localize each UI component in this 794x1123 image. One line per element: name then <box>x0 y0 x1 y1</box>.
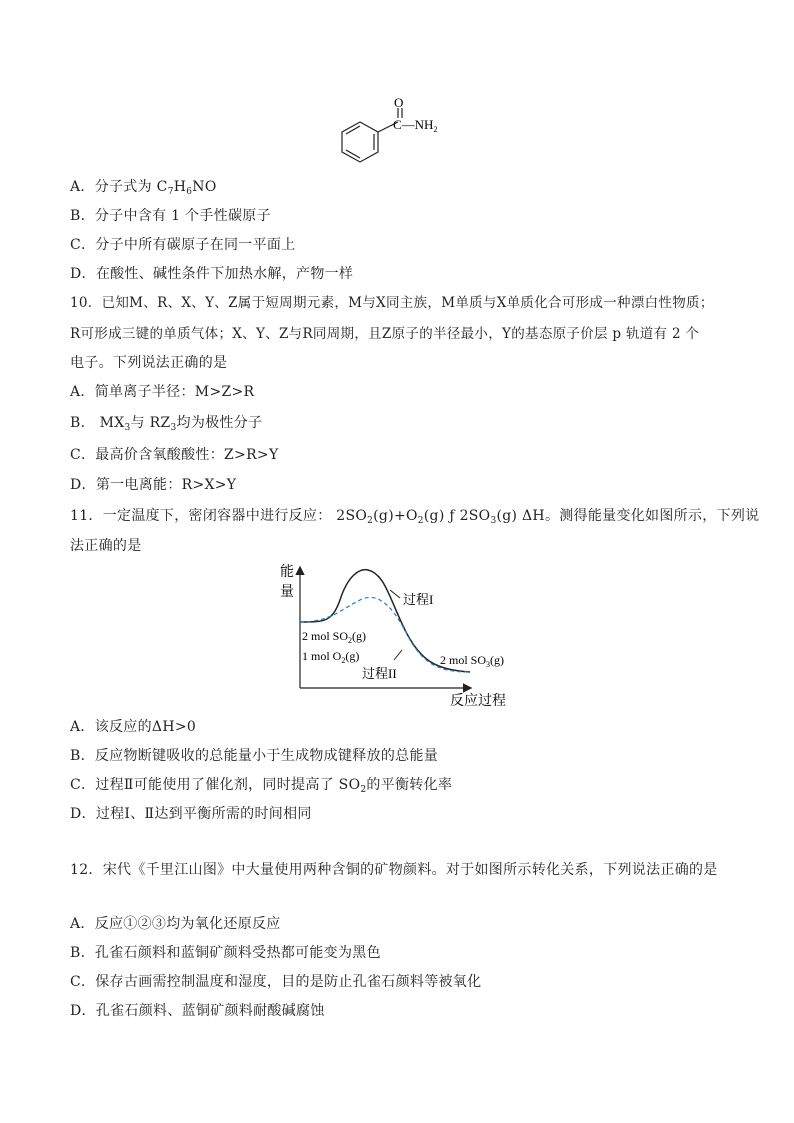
q10-stem-line1: 10．已知M、R、X、Y、Z属于短周期元素，M与X同主族，M单质与X单质化合可形成一种漂白性物质； <box>70 295 714 311</box>
benzamide-structure <box>330 92 470 172</box>
process-2-label: 过程II <box>362 666 397 681</box>
q11-stem-line2: 法正确的是 <box>70 538 142 554</box>
carbonyl-oxygen: O <box>394 95 404 110</box>
q12-option-c: C．保存古画需控制温度和湿度，目的是防止孔雀石颜料等被氧化 <box>70 974 482 990</box>
q9-option-c: C．分子中所有碳原子在同一平面上 <box>70 237 296 253</box>
q9-option-d: D．在酸性、碱性条件下加热水解，产物一样 <box>70 266 354 282</box>
process-2-pointer <box>394 650 402 660</box>
process-1-pointer <box>390 590 400 598</box>
q12-option-d: D．孔雀石颜料、蓝铜矿颜料耐酸碱腐蚀 <box>70 1003 325 1019</box>
product-so3-label: 2 mol $SO_3(g)$ <box>440 653 505 669</box>
q12-option-a: A．反应①②③均为氧化还原反应 <box>70 916 281 932</box>
q10-stem-line3: 电子。下列说法正确的是 <box>70 355 228 371</box>
x-label: 反应过程 <box>450 693 506 709</box>
benzene-ring <box>342 122 378 162</box>
q11-option-b: B．反应物断键吸收的总能量小于生成物成键释放的总能量 <box>70 748 439 764</box>
energy-diagram <box>270 560 530 710</box>
q9-option-a: A．分子式为 $C_7H_6NO$ <box>70 179 217 197</box>
reactant-o2-label: 1 mol $O_2(g)$ <box>302 649 360 665</box>
q10-stem-line2: R可形成三键的单质气体；X、Y、Z与R同周期，且Z原子的半径最小，Y的基态原子价层 p 轨道有 2 个 <box>70 326 700 342</box>
amide-group: $C—NH_2$ <box>393 117 438 134</box>
q11-option-c: C．过程Ⅱ可能使用了催化剂，同时提高了 $SO_2$的平衡转化率 <box>70 777 453 795</box>
q10-option-a: A．简单离子半径：M>Z>R <box>70 384 255 400</box>
q10-option-b: B． $MX_3$与 $RZ_3$均为极性分子 <box>70 415 263 433</box>
q11-option-d: D．过程Ⅰ、Ⅱ达到平衡所需的时间相同 <box>70 806 312 822</box>
q12-option-b: B．孔雀石颜料和蓝铜矿颜料受热都可能变为黑色 <box>70 945 381 961</box>
reactant-so2-label: 2 mol $SO_2(g)$ <box>302 629 367 645</box>
q11-option-a: A．该反应的ΔH>0 <box>70 719 197 735</box>
y-label-line1: 能 <box>280 564 294 580</box>
q12-stem: 12．宋代《千里江山图》中大量使用两种含铜的矿物颜料。对于如图所示转化关系，下列说法正确的是 <box>70 862 718 878</box>
q11-stem-line1: 11．一定温度下，密闭容器中进行反应： $2SO_2(g)+O_2(g)$ ƒ $2SO_3(g)$ ΔH。测得能量变化如图所示，下列说 <box>70 508 760 526</box>
q9-option-b: B．分子中含有 1 个手性碳原子 <box>70 208 271 224</box>
y-label-line2: 量 <box>280 584 294 600</box>
q10-option-d: D．第一电离能：R>X>Y <box>70 477 237 493</box>
process-1-label: 过程I <box>403 592 434 607</box>
q10-option-c: C．最高价含氧酸酸性：Z>R>Y <box>70 447 279 463</box>
